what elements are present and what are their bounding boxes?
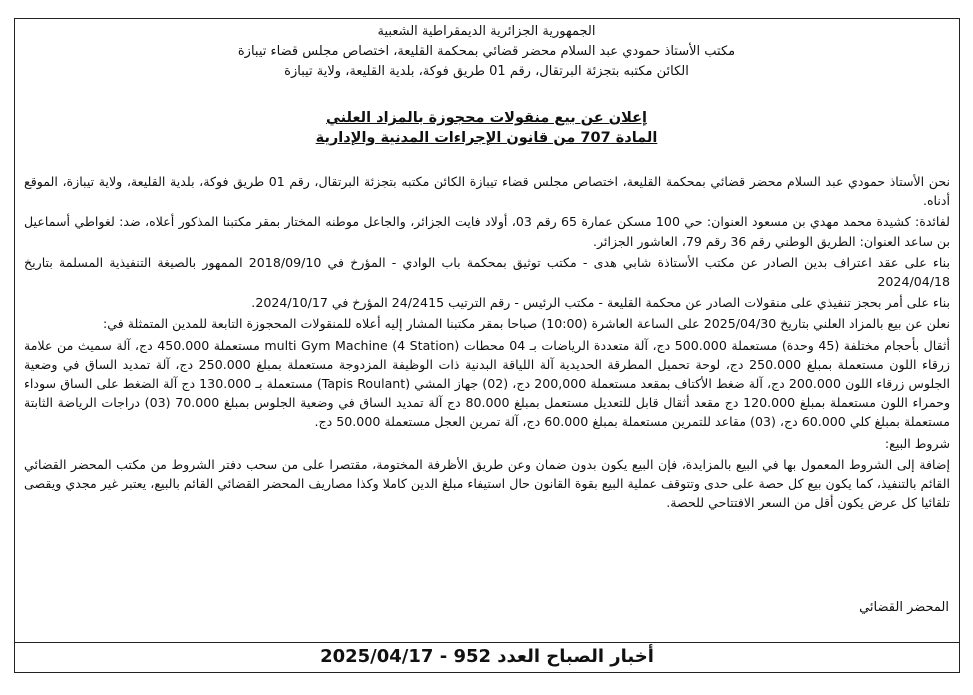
parties-paragraph: لفائدة: كشيدة محمد مهدي بن مسعود العنوان: حي 100 مسكن عمارة 65 رقم 03، أولاد فايت الجزائر، والجاعل موطنه المختار بمقر مكتبنا المذكور أعلاه، ضد: لغواطي أسماعيل بن ساعد العنوان: الطريق الوطني رقم 36 رقم 79، العاشور الجزائر. xyxy=(24,214,950,249)
debt-acknowledgment-paragraph: بناء على عقد اعتراف بدين الصادر عن مكتب الأستاذة شابي هدى - مكتب توثيق بمحكمة باب الوادي - المؤرخ في 2018/09/10 الممهور بالصيغة التنفيذية المسلمة بتاريخ 2024/04/18 xyxy=(24,254,950,290)
notice-body xyxy=(24,172,950,514)
notice-title-article: المادة 707 من قانون الإجراءات المدنية والإدارية xyxy=(315,130,658,146)
notice-title xyxy=(0,108,973,148)
newspaper-footer: أخبار الصباح العدد 952 - 2025/04/17 xyxy=(14,643,960,673)
sale-terms-paragraph: إضافة إلى الشروط المعمول بها في البيع بالمزايدة، فإن البيع يكون بدون ضمان وعن طريق الأظرفة المختومة، مقتصرا على من سحب دفتر الشروط من مكتب المحضر القضائي القائم بالتنفيذ، كما يكون بيع كل حصة على حدى وتتوقف عملية البيع بقوة القانون حال استيفاء مبلغ الدين كاملا وكذا مصاريف المحضر القضائي القائم بالبيع، يعتبر غير مجدي ويقصى تلقائيا كل عرض يكون أقل من السعر الافتتاحي للحصة. xyxy=(24,456,950,511)
notice-title-main: إعلان عن بيع منقولات محجوزة بالمزاد العلني xyxy=(325,110,648,126)
seizure-order-paragraph: بناء على أمر بحجز تنفيذي على منقولات الصادر عن محكمة القليعة - مكتب الرئيس - رقم الترتيب 24/2415 المؤرخ في 2024/10/17. xyxy=(251,295,950,311)
republic-name: الجمهورية الجزائرية الديمقراطية الشعبية xyxy=(377,24,596,39)
sale-terms-heading: شروط البيع: xyxy=(884,435,950,451)
auction-announcement-paragraph: نعلن عن بيع بالمزاد العلني بتاريخ 2025/04/30 على الساعة العاشرة (10:00) صباحا بمقر مكتبنا المشار إليه أعلاه للمنقولات المحجوزة التابعة للمدين المتمثلة في: xyxy=(102,316,950,332)
bailiff-signature: المحضر القضائي xyxy=(859,600,949,615)
seized-items-list: أثقال بأحجام مختلفة (45 وحدة) مستعملة 500.000 دج، آلة متعددة الرياضات بـ 04 محطات multi Gym Machine (4 Station) مستعملة 450.000 دج، آلة سميث من علامة زرقاء اللون مستعملة بمبلغ 250.000 دج، لوحة تحميل المطرقة الحديدية آلة اللياقة البدنية ذات الوظيفة المزدوجة مستعملة بمبلغ 250.000 دج، آلة تمديد الساق في وضعية الجلوس زرقاء اللون 200.000 دج، آلة ضغط الأكتاف بمقعد مستعملة 200,000 دج، (02) جهاز المشي (Tapis Roulant) مستعملة بـ 130.000 دج آلة الضغط على الساق سوداء وحمراء اللون مستعملة بمبلغ 120.000 دج مقعد أثقال قابل للتعديل مستعمل بمبلغ 80.000 دج آلة تمديد الساق في وضعية الجلوس بمبلغ 70.000 (03) دراجات الرياضة الثابتة مستعملة بمبلغ كلي 60.000 دج، (03) مقاعد للتمرين مستعملة بمبلغ 60.000 دج، آلة تمرين العجل مستعملة 50.000 دج. xyxy=(24,337,951,430)
intro-paragraph: نحن الأستاذ حمودي عبد السلام محضر قضائي بمحكمة القليعة، اختصاص مجلس قضاء تيبازة الكائن مكتبه بتجزئة البرتقال، رقم 01 طريق فوكة، بلدية القليعة، ولاية تيبازة، الموقع أدناه. xyxy=(24,174,951,209)
office-header xyxy=(0,22,973,82)
office-address: الكائن مكتبه بتجزئة البرتقال، رقم 01 طريق فوكة، بلدية القليعة، ولاية تيبازة xyxy=(284,64,689,79)
bailiff-office: مكتب الأستاذ حمودي عبد السلام محضر قضائي بمحكمة القليعة، اختصاص مجلس قضاء تيبازة xyxy=(237,44,736,59)
